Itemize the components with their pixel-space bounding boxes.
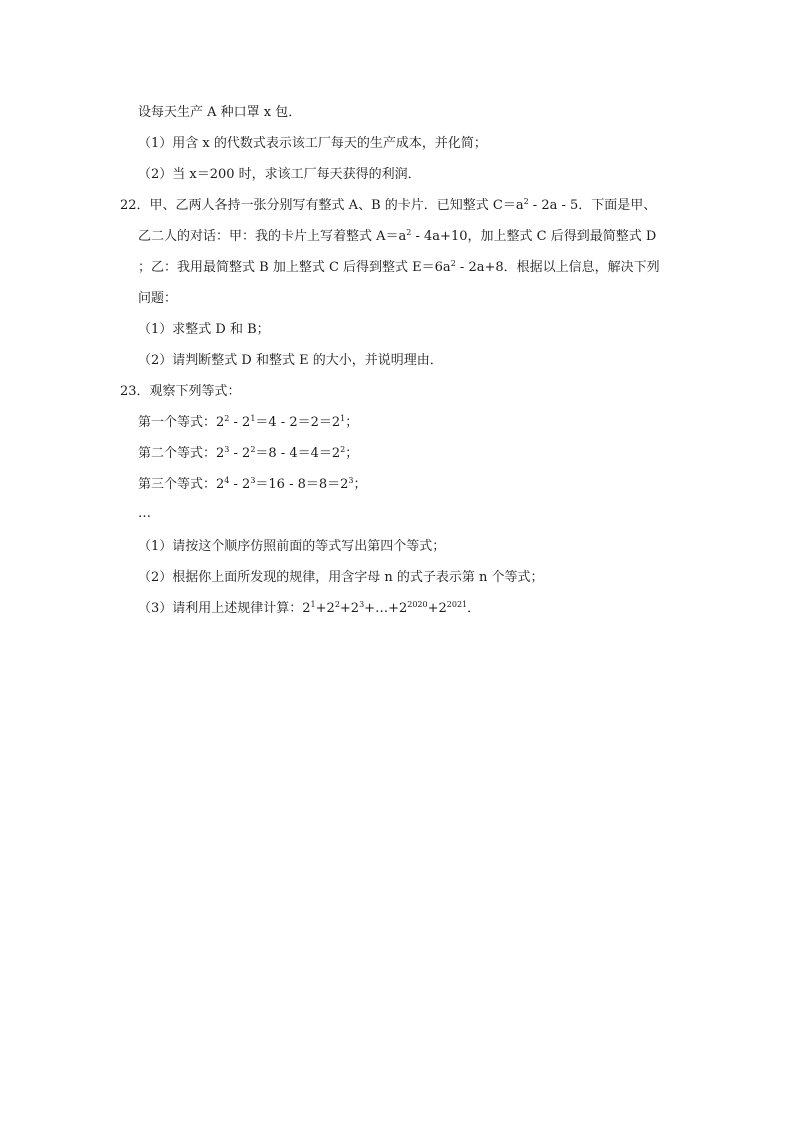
equation-2: 第二个等式：$2^3 - 2^2=8 - 4=4=2^2$； (138, 445, 359, 461)
question-22-part-2: （2）请判断整式 D 和整式 E 的大小，并说明理由． (138, 353, 443, 368)
question-21-part-2: （2）当 x＝200 时，求该工厂每天获得的利润． (138, 167, 421, 182)
question-23-part-3: （3）请利用上述规律计算：$2^1+2^2+2^3+\dots+2^{2020}+2^{2021}$． (138, 600, 481, 616)
ellipsis: … (138, 506, 151, 521)
question-23-part-1: （1）请按这个顺序仿照前面的等式写出第四个等式； (138, 539, 446, 554)
question-22-stem: 22．甲、乙两人各持一张分别写有整式 A、B 的卡片．已知整式 $C=a^2 - 2a - 5$．下面是甲、 (120, 197, 657, 213)
question-22-dialogue-1: 乙二人的对话：甲：我的卡片上写着整式 $A=a^2 - 4a+10$，加上整式 C 后得到最简整式 D (138, 228, 657, 244)
question-22-dialogue-2: ；乙：我用最简整式 B 加上整式 C 后得到整式 $E=6a^2 - 2a+8$．根据以上信息，解决下列 (138, 259, 660, 275)
question-23-stem: 23．观察下列等式： (120, 384, 241, 399)
equation-3: 第三个等式：$2^4 - 2^3=16 - 8=8=2^3$； (138, 476, 367, 492)
question-23-part-2: （2）根据你上面所发现的规律，用含字母 n 的式子表示第 n 个等式； (138, 570, 544, 585)
text-line-1: 设每天生产 A 种口罩 x 包． (138, 105, 302, 120)
question-22-part-1: （1）求整式 D 和 B； (138, 322, 270, 337)
equation-1: 第一个等式：$2^2 - 2^1=4 - 2=2=2^1$； (138, 414, 359, 430)
question-21-part-1: （1）用含 x 的代数式表示该工厂每天的生产成本，并化简； (138, 136, 487, 151)
question-22-prompt: 问题： (138, 291, 178, 306)
